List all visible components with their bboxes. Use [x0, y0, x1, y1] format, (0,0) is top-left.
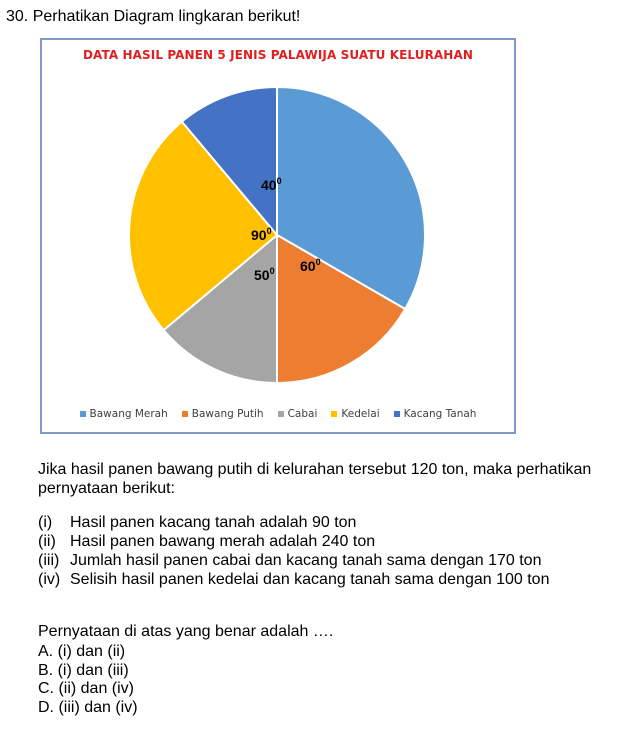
- statement-item: [38, 513, 624, 532]
- answer-options: [38, 642, 138, 716]
- problem-paragraph: Jika hasil panen bawang putih di kelurahan tersebut 120 ton, maka perhatikan pernyataan berikut:: [38, 461, 592, 497]
- pie-chart-svg: [42, 40, 514, 400]
- statement-text: Hasil panen kacang tanah adalah 90 ton: [70, 514, 357, 531]
- statement-text: Selisih hasil panen kedelai dan kacang tanah sama dengan 100 ton: [70, 571, 550, 588]
- statement-number: (iii): [38, 552, 60, 569]
- slice-label-bawang-putih: $60^0$: [300, 257, 321, 274]
- statement-number: (i): [38, 514, 53, 531]
- legend-item-kedelai: [331, 408, 379, 420]
- slice-label-kedelai: $90^0$: [251, 226, 272, 243]
- statement-text: Hasil panen bawang merah adalah 240 ton: [70, 533, 376, 550]
- chart-legend: [42, 408, 514, 420]
- legend-swatch: [80, 411, 86, 417]
- legend-label: Kacang Tanah: [403, 408, 477, 420]
- answer-option: C. (ii) dan (iv): [38, 680, 135, 697]
- legend-label: Kedelai: [341, 408, 380, 420]
- legend-swatch: [394, 411, 400, 417]
- legend-label: Bawang Merah: [89, 408, 168, 420]
- answer-option: B. (i) dan (iii): [38, 661, 129, 679]
- legend-item-cabai: [278, 408, 318, 420]
- legend-item-bawang-putih: [182, 408, 264, 420]
- chart-title: DATA HASIL PANEN 5 JENIS PALAWIJA SUATU KELURAHAN: [82, 48, 473, 62]
- question-prompt: Pernyataan di atas yang benar adalah ….: [38, 623, 334, 640]
- statement-text: Jumlah hasil panen cabai dan kacang tanah sama dengan 170 ton: [70, 552, 542, 569]
- statement-number: (iv): [38, 571, 61, 588]
- legend-label: Cabai: [287, 408, 318, 420]
- slice-label-cabai: $50^0$: [254, 266, 275, 283]
- statement-item: [38, 532, 624, 551]
- legend-swatch: [278, 411, 284, 417]
- question-title: 30. Perhatikan Diagram lingkaran berikut!: [6, 8, 301, 25]
- slice-label-kacang-tanah: $40^0$: [261, 176, 282, 193]
- statement-number: (ii): [38, 533, 56, 550]
- statement-item: [38, 551, 624, 570]
- statement-list: [38, 513, 624, 589]
- legend-label: Bawang Putih: [191, 408, 264, 420]
- pie-chart: [40, 38, 516, 434]
- answer-option: D. (iii) dan (iv): [38, 698, 138, 716]
- statement-item: [38, 570, 624, 589]
- legend-item-kacang-tanah: [394, 408, 477, 420]
- legend-swatch: [182, 411, 188, 417]
- legend-swatch: [331, 411, 337, 417]
- legend-item-bawang-merah: [80, 408, 168, 420]
- answer-option: A. (i) dan (ii): [38, 643, 126, 660]
